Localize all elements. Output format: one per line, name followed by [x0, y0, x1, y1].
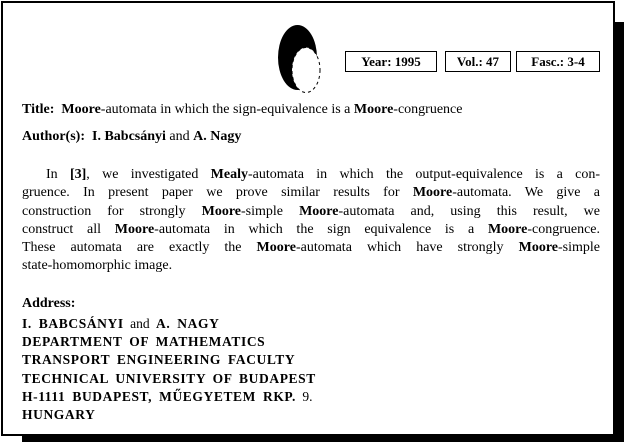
text-line [22, 221, 600, 239]
fascicle-badge: Fasc.: 3-4 [516, 51, 600, 72]
authors-label: Author(s): [22, 129, 85, 144]
text-run: A. Nagy [193, 129, 242, 144]
title-label: Title: [22, 102, 55, 117]
address-label: Address: [22, 296, 76, 311]
text-run: gruence. In present paper we prove similar results for [22, 185, 413, 201]
text-run: Mealy [210, 167, 248, 182]
text-run: state-homomorphic image. [22, 258, 173, 274]
text-run: Moore [256, 240, 296, 256]
text-line [22, 406, 604, 424]
text-run: I. Babcsányi [92, 129, 166, 144]
text-run: H-1111 BUDAPEST, MŰEGYETEM RKP. [22, 388, 297, 404]
text-run: DEPARTMENT OF MATHEMATICS [22, 334, 266, 350]
text-run: and [123, 316, 156, 331]
text-run: HUNGARY [22, 407, 96, 423]
journal-logo [265, 15, 335, 100]
text-run: -automata in which the output-equivalence is a con- [248, 167, 600, 182]
text-run: Moore [299, 203, 339, 219]
text-line [22, 315, 604, 333]
text-run: 9. [296, 388, 313, 404]
text-run: Moore [412, 185, 453, 201]
text-line [22, 333, 604, 351]
text-run: A. NAGY [155, 316, 220, 331]
text-run: -congruence [393, 102, 463, 117]
text-line [22, 166, 600, 184]
text-run: construct all [22, 221, 115, 237]
text-run: -simple [241, 203, 300, 219]
text-line [22, 351, 604, 369]
text-run: Moore [114, 221, 155, 237]
authors-text [92, 129, 241, 144]
text-run: These automata are exactly the [22, 240, 257, 256]
text-run: TRANSPORT ENGINEERING FACULTY [22, 352, 296, 368]
text-run: -automata and, using this result, we [338, 203, 600, 219]
text-run: In [46, 167, 70, 182]
text-run: -congruence. [527, 221, 601, 237]
address-block [22, 315, 604, 424]
text-line [22, 239, 600, 257]
text-run: -automata which have strongly [295, 240, 519, 256]
text-run: and [165, 129, 194, 144]
text-run: Moore [487, 221, 528, 237]
text-run: construction for strongly [22, 203, 202, 219]
title-row [22, 102, 604, 118]
text-run: -simple [558, 240, 600, 256]
text-line [22, 388, 604, 406]
title-text [61, 102, 462, 117]
text-run: Moore [201, 203, 242, 219]
text-line [22, 184, 600, 202]
author-row [22, 129, 604, 145]
crescent-moon-icon [265, 15, 335, 100]
volume-badge: Vol.: 47 [445, 51, 511, 72]
drop-shadow-right [613, 22, 624, 442]
text-run: TECHNICAL UNIVERSITY OF BUDAPEST [22, 370, 316, 386]
text-run: [3] [69, 167, 87, 182]
drop-shadow-bottom [22, 434, 624, 442]
year-badge: Year: 1995 [345, 51, 437, 72]
text-line [22, 370, 604, 388]
text-run: -automata. We give a [452, 185, 601, 201]
text-run: Moore [353, 102, 394, 117]
text-run: , we investigated [86, 167, 211, 182]
text-run: Moore [518, 240, 558, 256]
text-line [22, 203, 600, 221]
text-run: -automata in which the sign equivalence is a [154, 221, 488, 237]
text-line [22, 257, 600, 275]
text-run: Moore [61, 102, 101, 117]
abstract-paragraph [22, 166, 600, 276]
text-run: I. BABCSÁNYI [22, 316, 124, 331]
text-run: -automata in which the sign-equivalence is a [100, 102, 354, 117]
